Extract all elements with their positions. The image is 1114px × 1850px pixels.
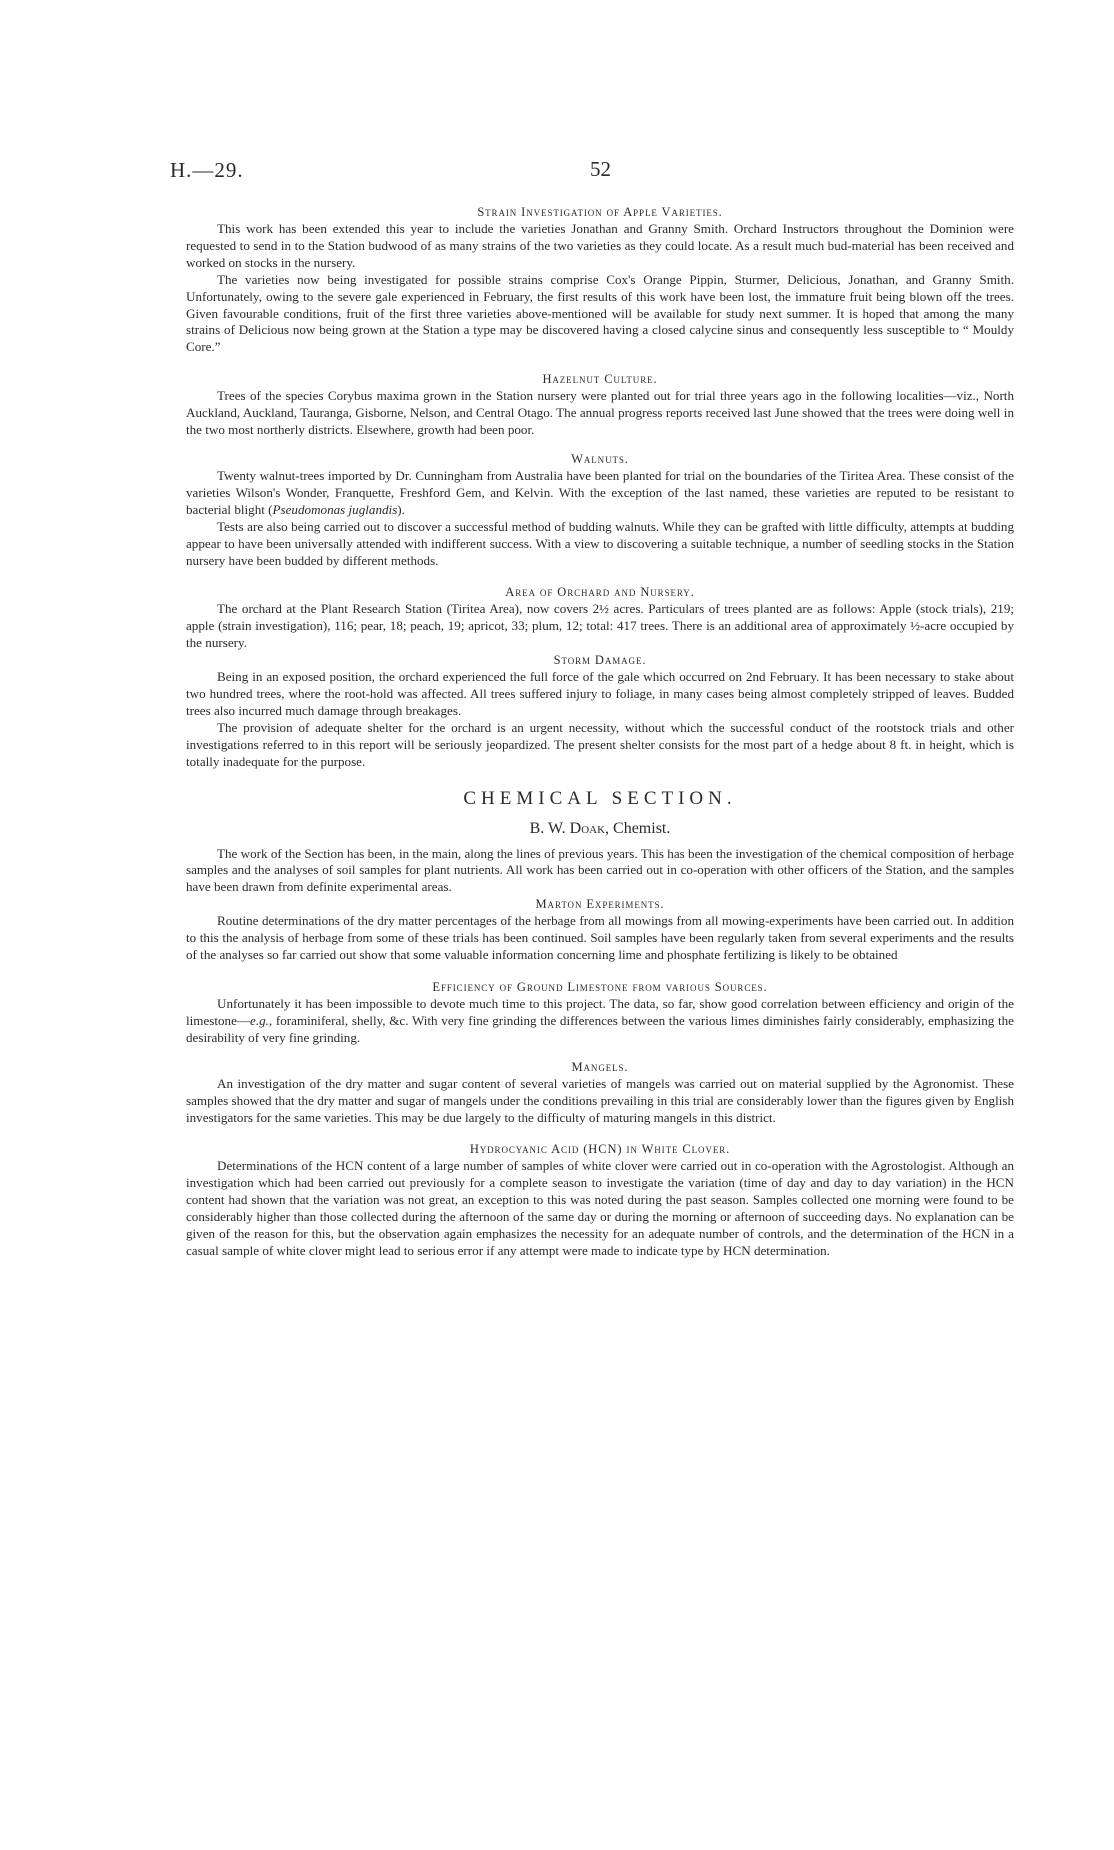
paragraph-text: Unfortunately it has been impossible to devote much time to this project. The data, so far, show good correlation between efficiency and origin of the limestone— — [186, 996, 1014, 1028]
author-line — [186, 818, 1014, 840]
section-heading-mangels: Mangels. — [571, 1059, 629, 1074]
paragraph: The work of the Section has been, in the main, along the lines of previous years. This has been the investigation of the chemical composition of herbage samples and the analyses of soil samples for plant nutrients. All work has been carried out in co-operation with other officers of the Station, and the samples have been drawn from definite experimental areas. — [186, 845, 1014, 895]
page-number: 52 — [590, 157, 611, 181]
section-heading-hcn: Hydrocyanic Acid (HCN) in White Clover. — [469, 1142, 731, 1157]
paragraph: Tests are also being carried out to discover a successful method of budding walnuts. While they can be grafted with little difficulty, attempts at budding appear to have been universally attended with indifferent success. With a view to discovering a suitable technique, a number of seedling stocks in the Station nursery have been budded by different methods. — [186, 518, 1014, 568]
section-heading-walnuts: Walnuts. — [571, 451, 629, 466]
report-body — [186, 204, 1014, 1260]
section-heading-hazelnut: Hazelnut Culture. — [542, 372, 658, 387]
paragraph: Being in an exposed position, the orchard experienced the full force of the gale which occurred on 2nd February. It has been necessary to stake about two hundred trees, where the root-hold was affected. All trees suffered injury to foliage, in many cases being almost completely stripped of leaves. Budded trees also incurred much damage through breakages. — [186, 669, 1014, 718]
paragraph: An investigation of the dry matter and sugar content of several varieties of mangels was carried out on material supplied by the Agronomist. These samples showed that the dry matter and sugar of mangels under the conditions prevailing in this trial are considerably lower than the figures given by English investigators for the same varieties. This may be due largely to the difficulty of maturing mangels in this district. — [186, 1075, 1014, 1125]
paragraph-text: , foraminiferal, shelly, &c. With very fine grinding the differences between the various limes diminishes fairly considerably, emphasizing the desirability of very fine grinding. — [186, 1012, 1014, 1045]
section-heading-area: Area of Orchard and Nursery. — [505, 585, 695, 600]
italic-abbreviation: e.g. — [250, 1012, 269, 1028]
section-heading-limestone: Efficiency of Ground Limestone from various Sources. — [432, 980, 768, 994]
paragraph: This work has been extended this year to include the varieties Jonathan and Granny Smith. Orchard Instructors throughout the Dominion were requested to send in to the Station budwood of as many strains of the two varieties as they could locate. As a result much bud-material has been received and worked on stocks in the nursery. — [186, 221, 1014, 270]
paragraph-text: Twenty walnut-trees imported by Dr. Cunningham from Australia have been planted for trial on the boundaries of the Tiritea Area. These consist of the varieties Wilson's Wonder, Franquette, Freshford Gem, and Kelvin. With the exception of the last named, these varieties are reputed to be resistant to bacterial blight ( — [186, 467, 1014, 517]
paragraph: Trees of the species Corybus maxima grown in the Station nursery were planted out for trial three years ago in the following localities—viz., North Auckland, Auckland, Tauranga, Gisborne, Nelson, and Central Otago. The annual progress reports received last June showed that the trees were doing well in the two most northerly districts. Elsewhere, growth had been poor. — [186, 388, 1014, 438]
italic-species-name: Pseudomonas juglandis — [272, 501, 398, 517]
chemical-section-title: CHEMICAL SECTION. — [463, 787, 737, 809]
paragraph: Routine determinations of the dry matter percentages of the herbage from all mowings from all mowing-experiments have been carried out. In addition to this the analysis of herbage from some of these trials has been continued. Soil samples have been regularly taken from several experiments and the results of the analyses so far carried out show that some valuable information concerning lime and phosphate fertilizing is likely to be obtained — [186, 913, 1014, 963]
document-reference: H.—29. — [170, 158, 244, 182]
section-heading-strain: Strain Investigation of Apple Varieties. — [477, 205, 723, 219]
author-name: B. W. Doak — [529, 819, 606, 837]
paragraph: The orchard at the Plant Research Station (Tiritea Area), now covers 2½ acres. Particulars of trees planted are as follows: Apple (stock trials), 219; apple (strain investigation), 116; pear, 18; peach, 19; apricot, 33; plum, 12; total: 417 trees. There is an additional area of approximately ½-acre occupied by the nursery. — [186, 601, 1014, 651]
section-heading-marton: Marton Experiments. — [535, 897, 665, 912]
section-heading-storm: Storm Damage. — [553, 653, 647, 668]
paragraph-text: ). — [397, 501, 405, 517]
author-role: , Chemist. — [605, 819, 671, 837]
paragraph: The provision of adequate shelter for the orchard is an urgent necessity, without which the successful conduct of the rootstock trials and other investigations referred to in this report will be seriously jeopardized. The present shelter consists for the most part of a hedge about 8 ft. in height, which is totally inadequate for the purpose. — [186, 719, 1014, 769]
paragraph: The varieties now being investigated for possible strains comprise Cox's Orange Pippin, Sturmer, Delicious, Jonathan, and Granny Smith. Unfortunately, owing to the severe gale experienced in February, the first results of this work have been lost, the immature fruit being blown off the trees. Given favourable conditions, fruit of the first three varieties above-mentioned will be available for study next summer. It is hoped that among the many strains of Delicious now being grown at the Station a type may be discovered having a closed calycine sinus and consequently less susceptible to “ Mouldy Core.” — [186, 271, 1014, 355]
paragraph — [186, 996, 1014, 1047]
paragraph: Determinations of the HCN content of a large number of samples of white clover were carried out in co-operation with the Agrostologist. Although an investigation which had been carried out previously for a complete season to investigate the variation (time of day and day to day variation) in the HCN content had shown that the variation was not great, an exception to this was noted during the past season. Samples collected one morning were found to be considerably higher than those collected during the afternoon of the same day or during the morning or afternoon of succeeding days. No explanation can be given of the reason for this, but the observation again emphasizes the necessity for an adequate number of controls, and the determination of the HCN in a casual sample of white clover might lead to serious error if any attempt were made to indicate type by HCN determination. — [186, 1158, 1014, 1258]
paragraph — [186, 468, 1014, 519]
